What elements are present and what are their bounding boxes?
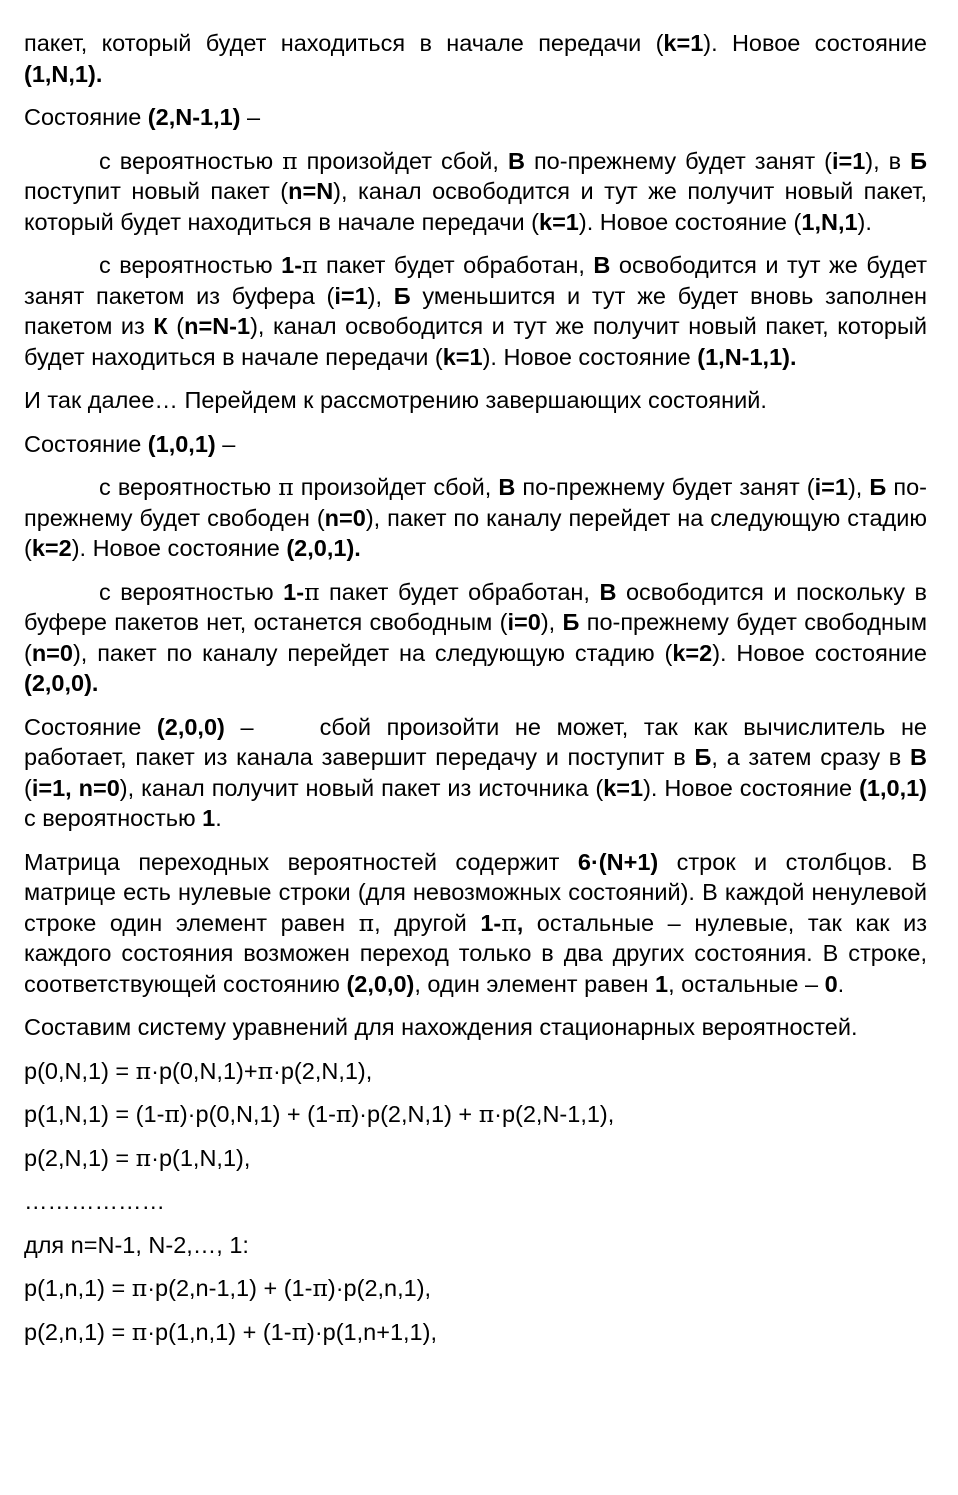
- text-run: с вероятностью: [99, 252, 282, 278]
- pi-symbol: π: [501, 908, 517, 937]
- paragraph: [24, 250, 927, 372]
- text-run: ), пакет по каналу перейдет на следующую стадию (: [24, 504, 927, 561]
- text-run: )·p(2,n,1),: [327, 1275, 432, 1301]
- pi-symbol: π: [131, 1317, 148, 1346]
- text-run: )·p(0,N,1) + (1-: [179, 1101, 336, 1127]
- bold-text: k=2: [672, 639, 713, 666]
- bold-text: (2,0,0).: [24, 670, 99, 696]
- equation-line: [24, 1273, 927, 1304]
- pi-symbol: π: [291, 1317, 308, 1346]
- pi-symbol: π: [164, 1100, 180, 1128]
- bold-text: k=1: [539, 208, 579, 235]
- paragraph: [24, 28, 927, 89]
- pi-symbol: π: [257, 1056, 274, 1085]
- text-run: с вероятностью: [24, 805, 203, 831]
- text-run: уменьшится и тут же будет вновь заполнен пакетом из: [24, 282, 928, 339]
- text-run: ). Новое состояние: [643, 774, 860, 801]
- text-run: поступит новый пакет (: [24, 178, 289, 204]
- bold-text: (1,N,1).: [24, 60, 103, 87]
- equation-line: [24, 1143, 927, 1174]
- text-run: , остальные –: [668, 970, 825, 997]
- text-run: ), канал освободится и тут же получит новый пакет, который будет находиться в начале передачи (: [24, 178, 927, 235]
- bold-text: В: [507, 147, 525, 174]
- pi-symbol: π: [135, 1056, 152, 1085]
- equation-line: [24, 1230, 927, 1261]
- text-run: ·p(2,N-1,1),: [494, 1101, 615, 1127]
- paragraph: [24, 102, 927, 133]
- text-run: ). Новое состояние: [703, 30, 927, 56]
- bold-text: (2,0,0): [156, 713, 225, 740]
- bold-text: i=1: [334, 282, 368, 309]
- bold-text: (2,N-1,1): [147, 104, 241, 130]
- text-run: Состояние: [24, 430, 148, 457]
- bold-text: 1-: [281, 252, 303, 278]
- equation-line: [24, 1056, 927, 1087]
- bold-text: ,: [516, 909, 524, 936]
- bold-text: k=1: [442, 343, 483, 370]
- bold-text: 1: [655, 970, 669, 997]
- bold-text: 6·(N+1): [577, 848, 659, 875]
- bold-text: i=1: [814, 474, 848, 500]
- text-run: произойдет сбой,: [293, 474, 499, 500]
- text-run: с вероятностью: [99, 578, 284, 605]
- text-run: p(1,N,1) = (1-: [24, 1101, 165, 1127]
- bold-text: n=0: [31, 639, 73, 666]
- text-run: И так далее… Перейдем к рассмотрению завершающих состояний.: [24, 387, 767, 413]
- text-run: , а затем сразу в: [711, 744, 911, 770]
- pi-symbol: π: [304, 577, 320, 606]
- paragraph: [24, 577, 927, 699]
- text-run: )·p(2,N,1) +: [351, 1101, 479, 1127]
- bold-text: В: [599, 578, 617, 605]
- bold-text: В: [910, 744, 928, 770]
- bold-text: i=1, n=0: [31, 774, 120, 801]
- text-run: ), канал получит новый пакет из источника (: [119, 774, 604, 801]
- equation-line: [24, 1317, 927, 1348]
- bold-text: 1,N,1: [801, 208, 858, 235]
- bold-text: n=N-1: [184, 313, 251, 339]
- paragraph: [24, 712, 927, 834]
- pi-symbol: π: [312, 1274, 328, 1302]
- bold-text: k=2: [31, 535, 72, 561]
- text-run: пакет будет обработан,: [319, 578, 600, 605]
- text-run: ·p(2,N,1),: [273, 1057, 373, 1084]
- bold-text: В: [498, 474, 516, 500]
- pi-symbol: π: [282, 146, 298, 175]
- bold-text: (1,0,1): [859, 774, 927, 801]
- bold-text: k=1: [663, 30, 704, 56]
- bold-text: n=N: [288, 178, 334, 204]
- text-run: p(2,n,1) =: [24, 1318, 132, 1345]
- text-run: произойдет сбой,: [297, 147, 508, 174]
- text-run: .: [215, 805, 222, 831]
- bold-text: Б: [910, 147, 927, 174]
- text-run: по-прежнему будет свободен (: [24, 474, 927, 531]
- text-run: с вероятностью: [99, 474, 279, 500]
- text-run: , другой: [374, 909, 481, 936]
- bold-text: В: [593, 252, 611, 278]
- document-page: [24, 28, 927, 1360]
- text-run: (: [24, 774, 32, 801]
- text-run: (: [167, 313, 185, 339]
- text-run: ). Новое состояние: [71, 535, 287, 561]
- pi-symbol: π: [478, 1100, 495, 1128]
- bold-text: 0: [824, 970, 838, 997]
- paragraph: [24, 385, 927, 416]
- pi-symbol: π: [135, 1143, 152, 1172]
- bold-text: n=0: [324, 504, 366, 531]
- text-run: Состояние: [24, 104, 148, 130]
- text-run: ·p(2,n-1,1) + (1-: [147, 1275, 313, 1301]
- text-run: с вероятностью: [99, 147, 283, 174]
- pi-symbol: π: [278, 473, 294, 501]
- bold-text: Б: [869, 474, 887, 500]
- text-run: Состояние: [24, 713, 157, 740]
- text-run: по-прежнему будет занят (: [524, 147, 832, 174]
- text-run: сбой произойти не может, так как вычислитель не работает, пакет из канала завершит передачу и поступит в: [24, 713, 927, 770]
- text-run: ),: [367, 282, 394, 309]
- text-run: ). Новое состояние: [482, 343, 698, 370]
- text-run: –: [240, 104, 261, 130]
- text-run: )·p(1,n+1,1),: [307, 1318, 437, 1345]
- text-run: ………………: [24, 1188, 165, 1214]
- text-run: освободится и поскольку в буфере пакетов нет, останется свободным (: [24, 578, 927, 635]
- text-run: , один элемент равен: [414, 970, 656, 997]
- bold-text: (1,N-1,1).: [697, 343, 797, 370]
- bold-text: k=1: [603, 774, 644, 801]
- bold-text: Б: [562, 609, 580, 635]
- bold-text: (1,0,1): [147, 430, 216, 457]
- paragraph: [24, 1012, 927, 1043]
- text-run: ). Новое состояние (: [578, 208, 802, 235]
- text-run: .: [837, 970, 845, 997]
- bold-text: Б: [694, 744, 712, 770]
- text-run: ),: [847, 474, 870, 500]
- text-run: ),: [540, 609, 563, 635]
- bold-text: 1: [202, 805, 216, 831]
- text-run: ), в: [865, 147, 911, 174]
- text-run: пакет будет обработан,: [317, 252, 594, 278]
- text-run: Составим систему уравнений для нахождения стационарных вероятностей.: [24, 1014, 858, 1040]
- text-run: строк и столбцов. В матрице есть нулевые строки (для невозможных состояний). В каждой ненулевой строке один элемент равен: [24, 848, 927, 936]
- bold-text: Б: [393, 282, 411, 309]
- bold-text: i=1: [831, 147, 866, 174]
- ellipsis-line: [24, 1186, 927, 1217]
- bold-text: (2,0,0): [346, 970, 415, 997]
- text-run: остальные – нулевые, так как из каждого состояния возможен переход только в два других состояния. В строке, соответствующей состоянию: [24, 909, 927, 997]
- paragraph: [24, 847, 927, 1000]
- bold-text: 1-: [283, 578, 305, 605]
- text-run: по-прежнему будет занят (: [515, 474, 815, 500]
- text-run: освободится и тут же будет занят пакетом из буфера (: [24, 252, 927, 309]
- bold-text: i=0: [507, 609, 541, 635]
- text-run: ), канал освободится и тут же получит новый пакет, который будет находиться в начале передачи (: [24, 313, 927, 370]
- text-run: ·p(1,n,1) + (1-: [147, 1318, 292, 1345]
- paragraph: [24, 472, 927, 564]
- text-run: ·p(1,N,1),: [151, 1144, 251, 1171]
- text-run: пакет, который будет находиться в начале передачи (: [24, 30, 664, 56]
- pi-symbol: π: [131, 1274, 148, 1302]
- equation-line: [24, 1099, 927, 1130]
- text-run: по-прежнему будет свободным (: [24, 609, 927, 666]
- text-run: p(1,n,1) =: [24, 1275, 132, 1301]
- text-run: ·p(0,N,1)+: [151, 1057, 258, 1084]
- text-run: ), пакет по каналу перейдет на следующую стадию (: [72, 639, 673, 666]
- pi-symbol: π: [335, 1100, 352, 1128]
- text-run: для n=N-1, N-2,…, 1:: [24, 1231, 249, 1258]
- bold-text: К: [153, 313, 168, 339]
- text-run: p(0,N,1) =: [24, 1057, 136, 1084]
- text-run: ). Новое состояние: [712, 639, 927, 666]
- text-run: –: [215, 430, 236, 457]
- text-run: –: [224, 713, 254, 740]
- paragraph: [24, 429, 927, 460]
- bold-text: (2,0,1).: [286, 535, 361, 561]
- pi-symbol: π: [302, 251, 318, 279]
- text-run: ).: [857, 208, 872, 235]
- text-run: Матрица переходных вероятностей содержит: [24, 848, 578, 875]
- paragraph: [24, 146, 927, 238]
- text-run: p(2,N,1) =: [24, 1144, 136, 1171]
- pi-symbol: π: [358, 908, 375, 937]
- bold-text: 1-: [480, 909, 502, 936]
